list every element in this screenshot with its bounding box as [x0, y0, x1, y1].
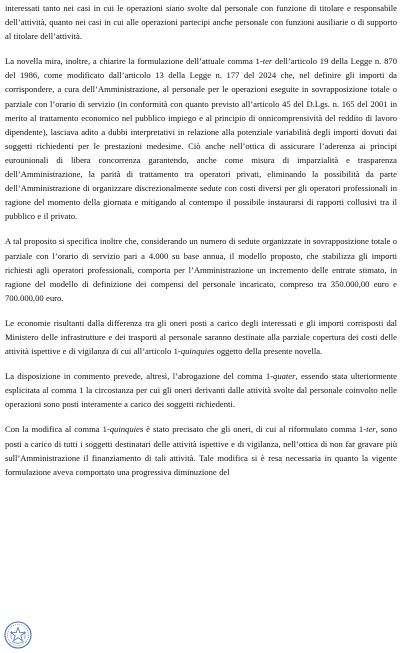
- republic-emblem-seal-icon: [4, 621, 32, 649]
- paragraph-1: interessati tanto nei casi in cui le operazioni siano svolte dal personale con funzione di titolare e responsabile dell’attività, quanto nei casi in cui alle operazioni partecipi anche personale con funzioni ausiliarie o di supporto al titolare dell’attività.: [5, 3, 397, 42]
- paragraph-4: Le economie risultanti dalla differenza tra gli oneri posti a carico degli interessati e gli importi corrisposti dal Ministero delle infrastrutture e dei trasporti al personale saranno destinate alla parziale copertura dei costi delle attività ispettive e di vigilanza di cui all’articolo 1-quinquies oggetto della presente novella.: [5, 317, 397, 357]
- paragraph-2: La novella mira, inoltre, a chiarire la formulazione dell’attuale comma 1-ter dell’articolo 19 della Legge n. 870 del 1986, come modificato dall’articolo 13 della Legge n. 177 del 2024 che, nel definire gli importi da corrispondere, a cura dell’Amministrazione, al personale per le operazioni eseguite in sovrapposizione totale o parziale con l’orario di servizio (in conformità con quanto previsto all’articolo 45 del D.Lgs. n. 165 del 2001 in merito al trattamento economico nel pubblico impiego e al principio di onnicomprensività del reddito di lavoro dipendente), lasciava adito a dubbi interpretativi in relazione alla potenziale variabilità degli importi dovuti dai soggetti richiedenti per le prestazioni medesime. Ciò anche nell’ottica di assicurare l’aderenza ai principi eurounionali di libera concorrenza garantendo, anche come misura di imparzialità e trasparenza dell’Amministrazione, la parità di trattamento tra operatori privati, eliminando la possibilità da parte dell’Amministrazione di organizzare discrezionalmente sedute con costi diversi per gli operatori professionali in ragione del momento della giornata e mitigando al contempo il possibile instaurarsi di rapporti collusivi tra il pubblico e il privato.: [5, 56, 397, 222]
- paragraph-6: Con la modifica al comma 1-quinquies è stato precisato che gli oneri, di cui al riformulato comma 1-ter, sono posti a carico di tutti i soggetti destinatari delle attività ispettive e di vigilanza, nell’ottica di non far gravare più sull’Amministrazione il finanziamento di tali attività. Tale modifica si è resa necessaria in quanto la vigente formulazione aveva comportato una progressiva diminuzione del: [5, 424, 397, 477]
- paragraph-3: A tal proposito si specifica inoltre che, considerando un numero di sedute organizzate in sovrapposizione totale o parziale con l’orario di servizio pari a 4.000 su base annua, il modello proposto, che stabilizza gli importi richiesti agli operatori professionali, comporta per l’Amministrazione un incremento delle entrate stimato, in ragione del modello di definizione dei compensi del personale incaricato, compreso tra 350.000,00 euro e 700.000,00 euro.: [5, 236, 397, 303]
- paragraph-5: La disposizione in commento prevede, altresì, l’abrogazione del comma 1-quater, essendo stata ulteriormente esplicitata al comma 1 la circostanza per cui gli oneri derivanti dalle attività svolte dal personale coinvolto nelle operazioni sono posti interamente a carico dei soggetti richiedenti.: [5, 371, 397, 410]
- document-page: [5, 0, 397, 479]
